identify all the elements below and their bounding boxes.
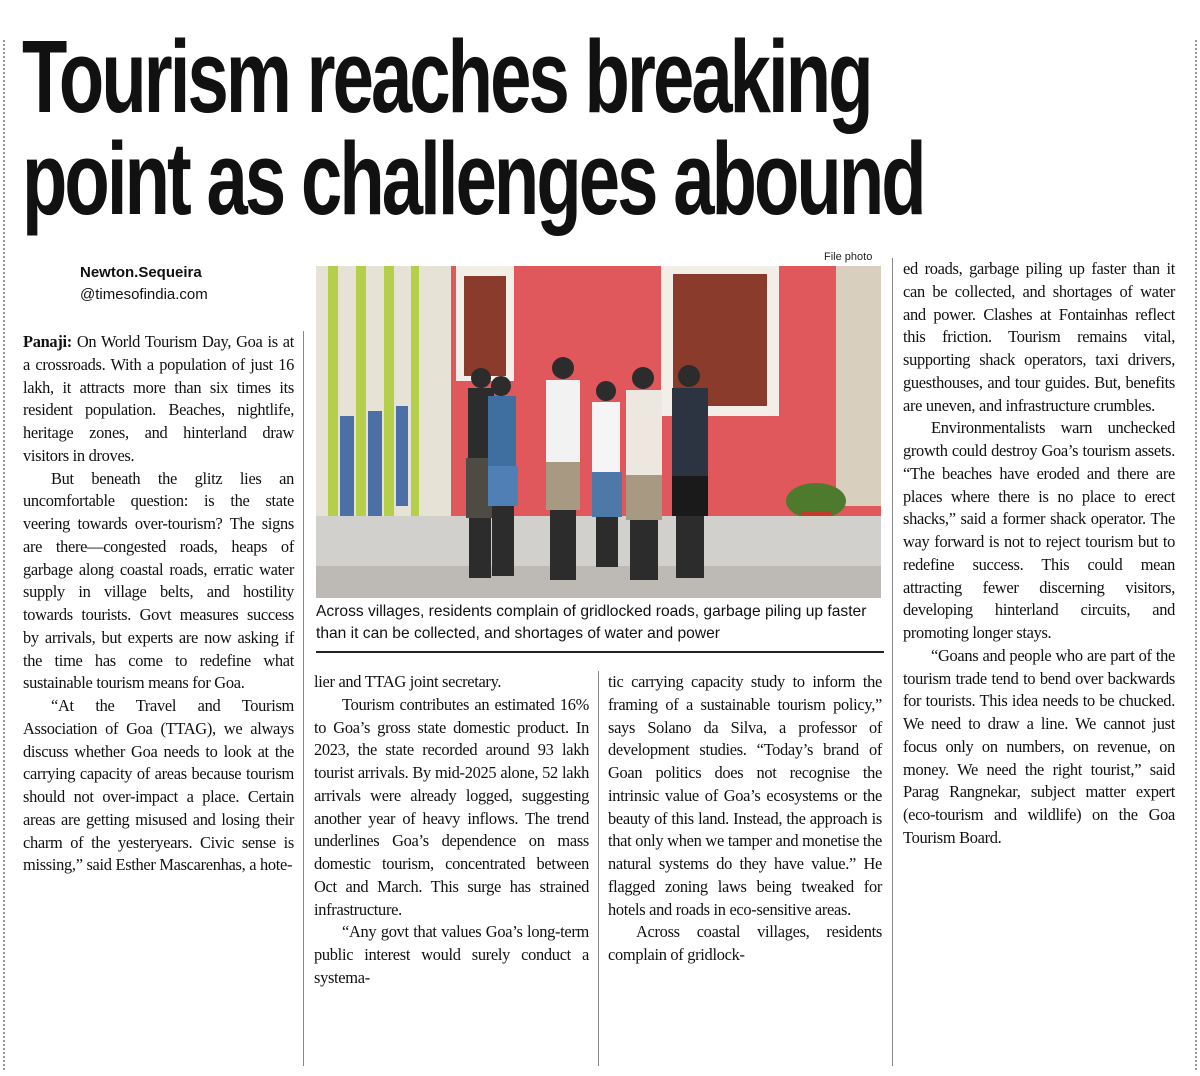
paragraph: Tourism contributes an estimated 16% to Goa’s gross state domestic product. In 2023, the state recorded around 93 lakh tourist arrivals. By mid-2025 alone, 52 lakh arrivals were already logged, suggesting another year of heavy inflows. The trend underlines Goa’s dependence on mass domestic tourism, concentrated between Oct and March. This surge has strained infrastructure. <box>314 694 589 919</box>
headline <box>22 19 1182 236</box>
news-photo <box>316 266 881 598</box>
column-divider <box>303 331 304 1066</box>
dateline: Panaji: <box>23 332 72 351</box>
column-divider <box>892 258 893 1066</box>
paragraph: tic carrying capacity study to inform the framing of a sustainable tourism policy,” says Solano da Silva, a professor of development studies. “Today’s brand of Goan politics does not recognise the intrinsic value of Goa’s ecosystems or the beauty of this land. Instead, the approach is that only when we tamper and monetise the natural systems do they have value.” He flagged zoning laws being tweaked for hotels and roads in eco-sensitive areas. <box>608 672 882 919</box>
byline <box>80 262 208 306</box>
author-name: Newton.Sequeira <box>80 264 202 281</box>
paragraph: “Goans and people who are part of the tourism trade tend to bend over backwards for tourists. This idea needs to be chucked. We need to draw a line. We cannot just focus only on numbers, on revenue, on money. We need the right tourist,” said Parag Rangnekar, subject matter expert (eco-tourism and wildlife) on the Goa Tourism Board. <box>903 645 1175 847</box>
photo-caption: Across villages, residents complain of gridlocked roads, garbage piling up faster than it can be collected, and shortages of water and power <box>316 601 884 653</box>
column-divider <box>598 671 599 1066</box>
column-4 <box>903 258 1175 850</box>
paragraph: “At the Travel and Tourism Association of Goa (TTAG), we always discuss whether Goa needs to look at the carrying capacity of areas because tourism should not over-impact a place. Certain areas are getting misused and losing their charm of the yesteryears. Civic sense is missing,” said Esther Mascarenhas, a hote- <box>23 696 294 875</box>
paragraph: Across coastal villages, residents complain of gridlock- <box>608 922 882 964</box>
paragraph-text: On World Tourism Day, Goa is at a crossroads. With a population of just 16 lakh, it attracts more than six times its resident population. Beaches, nightlife, heritage zones, and hinterland draw visitors in droves. <box>23 332 294 465</box>
author-email: @timesofindia.com <box>80 286 208 303</box>
column-3 <box>608 671 882 967</box>
paragraph: ed roads, garbage piling up faster than it can be collected, and shortages of water and power. Clashes at Fontainhas reflect this friction. Tourism remains vital, supporting shack operators, taxi drivers, guesthouses, and tour guides. But, benefits are uneven, and infrastructure crumbles. <box>903 259 1175 415</box>
paragraph: Environmentalists warn unchecked growth could destroy Goa’s tourism assets. “The beaches have eroded and there are places where there is no place to erect shacks,” said a former shack operator. The way forward is not to reject tourism but to redefine success. This could mean attracting fewer discerning visitors, developing hinterland circuits, and promoting longer stays. <box>903 418 1175 642</box>
headline-line-2: point as challenges abound <box>22 121 924 236</box>
paragraph <box>23 331 294 468</box>
column-1 <box>23 331 294 877</box>
right-margin-dots <box>1195 40 1197 1070</box>
paragraph: “Any govt that values Goa’s long-term public interest would surely conduct a systema- <box>314 922 589 987</box>
news-photo-illustration <box>316 266 881 598</box>
headline-line-1: Tourism reaches breaking <box>22 19 871 134</box>
left-margin-dots <box>3 40 5 1070</box>
column-2 <box>314 671 589 990</box>
photo-credit: File photo <box>824 251 873 263</box>
paragraph: But beneath the glitz lies an uncomfortable question: is the state veering towards over-tourism? The signs are there—congested roads, heaps of garbage along coastal roads, erratic water supply in village belts, and hostility towards tourists. Govt measures success by arrivals, but experts are now asking if the time has come to redefine what sustainable tourism means for Goa. <box>23 468 294 693</box>
paragraph: lier and TTAG joint secretary. <box>314 672 502 691</box>
